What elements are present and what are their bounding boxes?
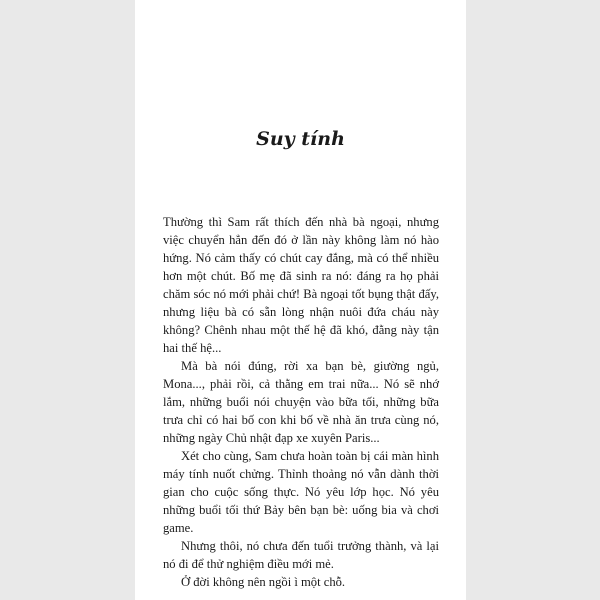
paragraph: Xét cho cùng, Sam chưa hoàn toàn bị cái màn hình máy tính nuốt chửng. Thỉnh thoảng nó vẫn dành thời gian cho cuộc sống thực. Nó yêu lớp học. Nó yêu những buổi tối thứ Bảy bên bạn bè: uống bia và chơi game.: [163, 449, 439, 535]
chapter-body: [163, 213, 439, 591]
paragraph: Thường thì Sam rất thích đến nhà bà ngoại, nhưng việc chuyển hẳn đến đó ở lần này không làm nó hào hứng. Nó cảm thấy có chút cay đắng, mà có thể nhiều hơn một chút. Bố mẹ đã sinh ra nó: đáng ra họ phải chăm sóc nó mới phải chứ! Bà ngoại tốt bụng thật đấy, nhưng liệu bà có sẵn lòng nhận nuôi đứa cháu này không? Chênh nhau một thế hệ đã khó, đằng này tận hai thế hệ...: [163, 215, 439, 355]
chapter-title: Suy tính: [256, 128, 345, 150]
paragraph: Nhưng thôi, nó chưa đến tuổi trưởng thành, và lại nó đi để thử nghiệm điều mới mẻ.: [163, 539, 439, 571]
book-page: [135, 0, 466, 600]
paragraph: Ở đời không nên ngồi ì một chỗ.: [181, 575, 346, 589]
paragraph: Mà bà nói đúng, rời xa bạn bè, giường ngủ, Mona..., phải rồi, cả thằng em trai nữa... Nó sẽ nhớ lắm, những buổi nói chuyện vào bữa tối, những bữa trưa chỉ có hai bố con khi bố về nhà ăn trưa cùng nó, những ngày Chủ nhật đạp xe xuyên Paris...: [163, 359, 439, 445]
